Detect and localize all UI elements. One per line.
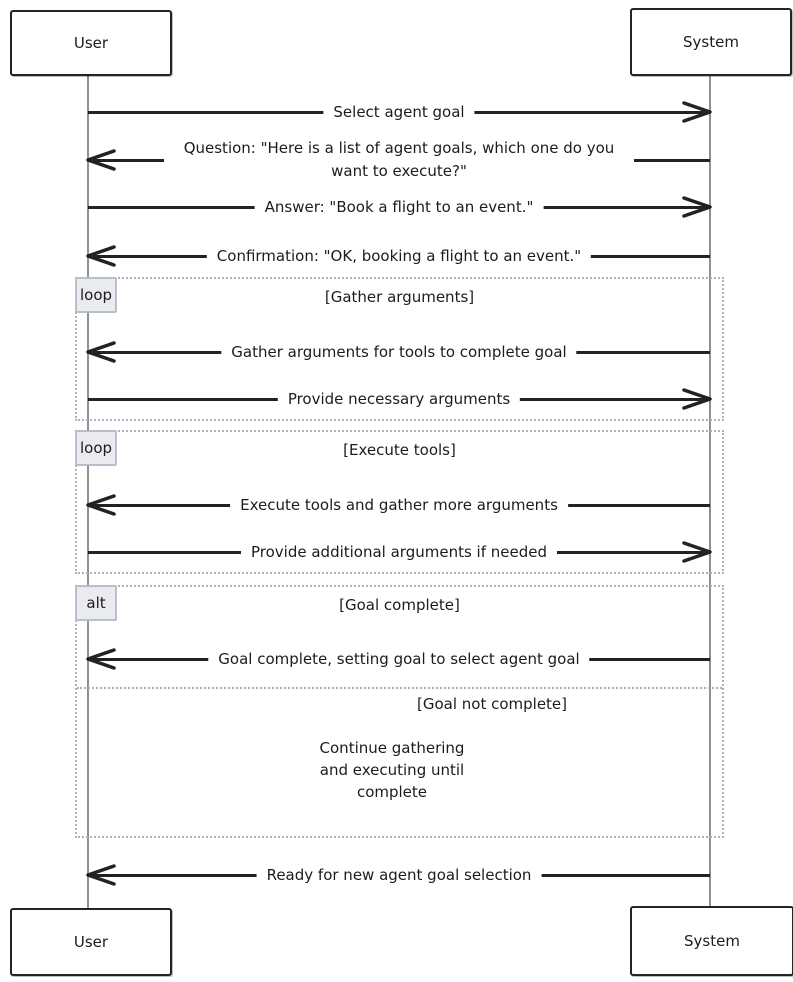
actor-box-system-top [630, 8, 792, 76]
alt-frame-label: alt [75, 585, 117, 621]
message-label: Question: "Here is a list of agent goals, which one do you want to execute?" [164, 136, 634, 184]
arrowhead-left-icon [85, 647, 117, 671]
message-label: Confirmation: "OK, booking a flight to an event." [207, 246, 591, 266]
alt-note-line: Continue gathering [319, 739, 465, 757]
actor-box-system-bottom [630, 906, 793, 976]
alt-note-line: complete [356, 783, 428, 801]
message-label: Select agent goal [323, 102, 474, 122]
actor-label-user: User [73, 933, 109, 951]
arrowhead-right-icon [681, 540, 713, 564]
actor-label-system: System [683, 33, 739, 51]
message-label: Provide necessary arguments [278, 389, 520, 409]
message-label: Gather arguments for tools to complete goal [221, 342, 576, 362]
loop-frame-title: [Gather arguments] [324, 288, 475, 306]
message-label: Provide additional arguments if needed [241, 542, 557, 562]
loop-frame-label: loop [75, 430, 117, 466]
arrowhead-right-icon [681, 387, 713, 411]
alt-else-title: [Goal not complete] [416, 695, 568, 713]
alt-frame-title: [Goal complete] [339, 596, 460, 614]
arrowhead-left-icon [85, 148, 117, 172]
arrowhead-left-icon [85, 863, 117, 887]
message-label: Answer: "Book a flight to an event." [255, 197, 544, 217]
arrowhead-left-icon [85, 244, 117, 268]
arrowhead-right-icon [681, 195, 713, 219]
alt-divider [77, 687, 722, 689]
actor-label-user: User [73, 34, 109, 52]
actor-label-system: System [684, 932, 740, 950]
actor-box-user-top [10, 10, 172, 76]
arrowhead-left-icon [85, 340, 117, 364]
alt-note-line: and executing until [319, 761, 465, 779]
message-label: Execute tools and gather more arguments [230, 495, 568, 515]
loop-frame-label: loop [75, 277, 117, 313]
arrowhead-right-icon [681, 100, 713, 124]
alt-note [242, 737, 542, 803]
alt-frame-goal-complete [75, 585, 724, 838]
message-label: Goal complete, setting goal to select agent goal [208, 649, 589, 669]
loop-frame-title: [Execute tools] [343, 441, 456, 459]
message-label: Ready for new agent goal selection [257, 865, 542, 885]
actor-box-user-bottom [10, 908, 172, 976]
arrowhead-left-icon [85, 493, 117, 517]
